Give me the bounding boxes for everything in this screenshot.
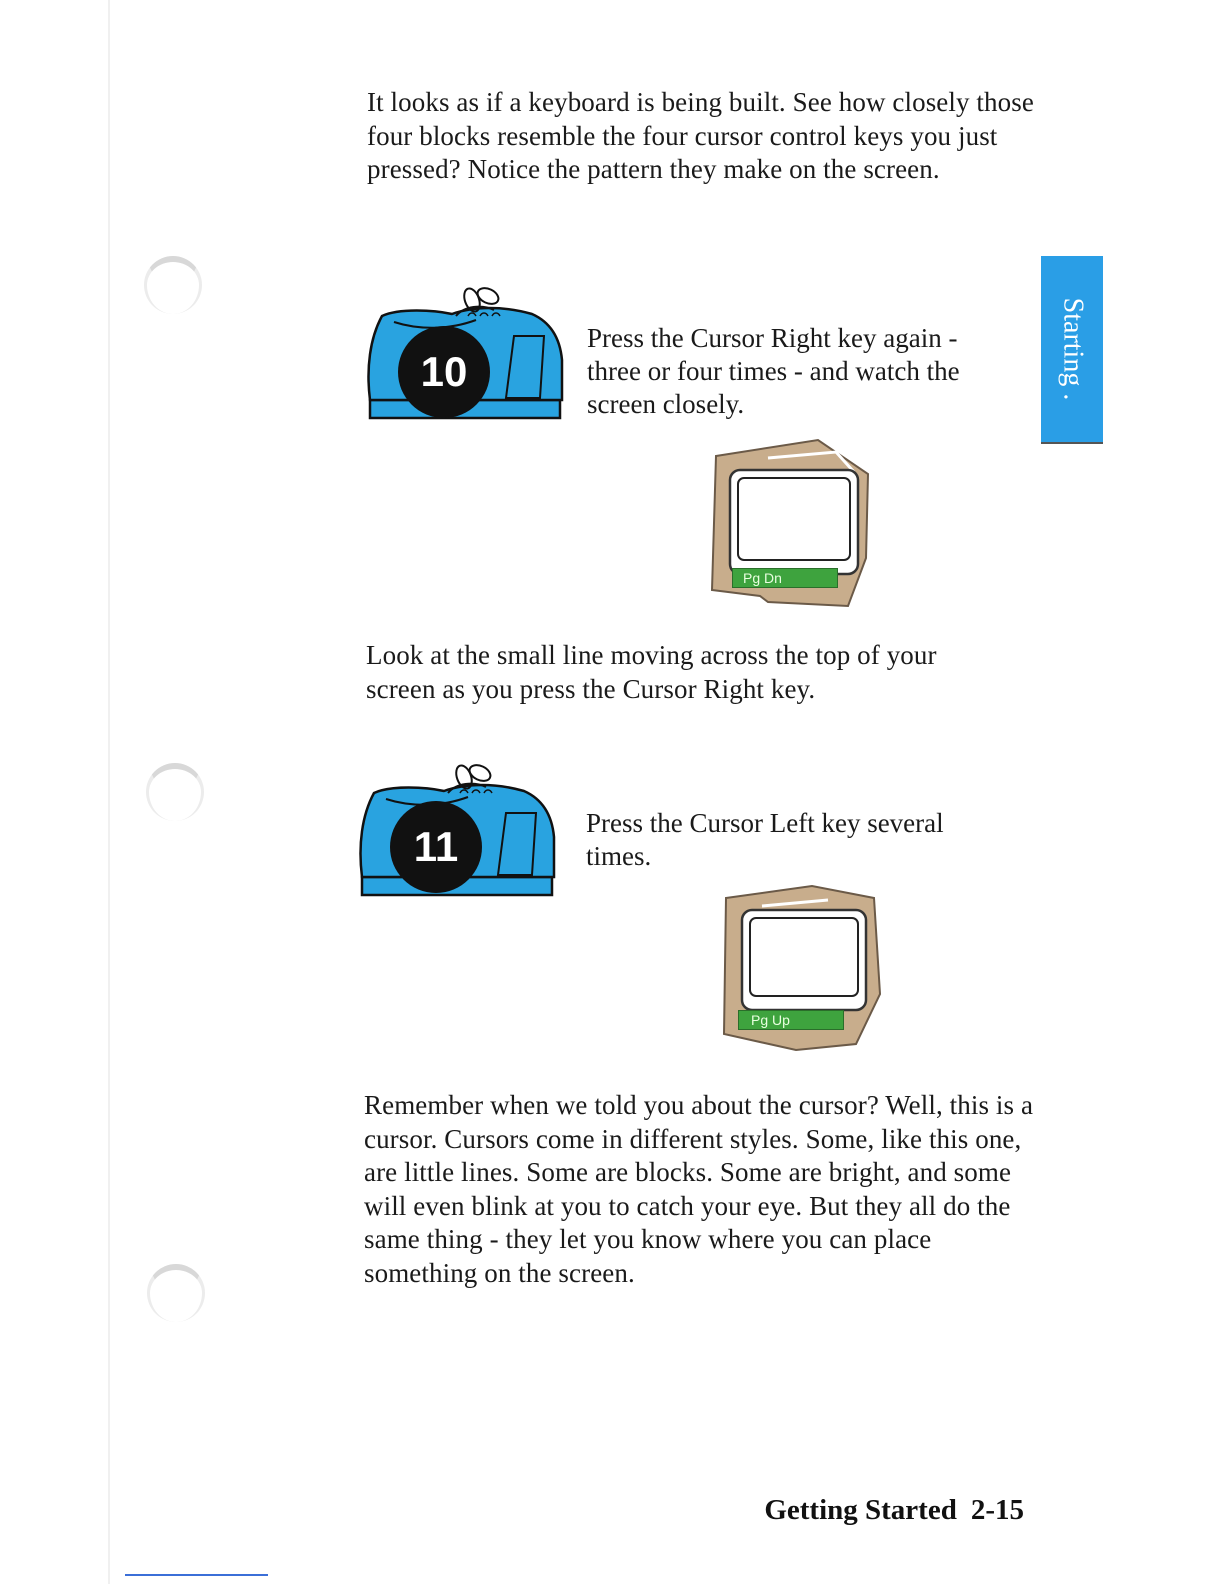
step-11-number: 11 bbox=[413, 823, 459, 870]
step-11-sneaker-icon bbox=[356, 755, 560, 910]
page-binding-edge bbox=[108, 0, 110, 1584]
footer-section-title: Getting Started bbox=[764, 1494, 957, 1526]
step-11-badge bbox=[390, 801, 482, 893]
intro-paragraph: It looks as if a keyboard is being built. See how closely those four blocks resemble the four cursor control keys you just pressed? Notice the pattern they make on the screen. bbox=[367, 87, 1034, 184]
bottom-rule bbox=[125, 1574, 268, 1576]
step-10-monitor-icon bbox=[708, 438, 874, 615]
step-10-text: Press the Cursor Right key again - three or four times - and watch the screen closely. bbox=[587, 323, 960, 419]
punch-hole-middle bbox=[146, 763, 204, 821]
cursor-line-paragraph: Look at the small line moving across the top of your screen as you press the Cursor Right key. bbox=[366, 640, 937, 704]
step-11-monitor-icon bbox=[716, 884, 882, 1059]
cursor-explanation-paragraph: Remember when we told you about the cursor? Well, this is a cursor. Cursors come in different styles. Some, like this one, are little lines. Some are blocks. Some are bright, and some will even blink at you to catch your eye. But they all do the same thing - they let you know where you can place something on the screen. bbox=[364, 1090, 1034, 1288]
punch-hole-bottom bbox=[147, 1264, 205, 1322]
step-10-sneaker-icon bbox=[364, 278, 568, 433]
step-11-key-pg-up: Pg Up bbox=[738, 1010, 844, 1030]
side-tab-label: Starting . bbox=[1057, 297, 1089, 401]
punch-hole-top bbox=[144, 256, 202, 314]
footer-page-number: 2-15 bbox=[970, 1494, 1024, 1526]
step-10-number: 10 bbox=[420, 348, 468, 395]
step-10-badge bbox=[398, 326, 490, 418]
section-side-tab bbox=[1041, 256, 1103, 444]
step-11-text: Press the Cursor Left key several times. bbox=[586, 808, 944, 871]
page-footer bbox=[764, 1494, 1024, 1527]
step-10-key-pg-dn: Pg Dn bbox=[732, 568, 838, 588]
